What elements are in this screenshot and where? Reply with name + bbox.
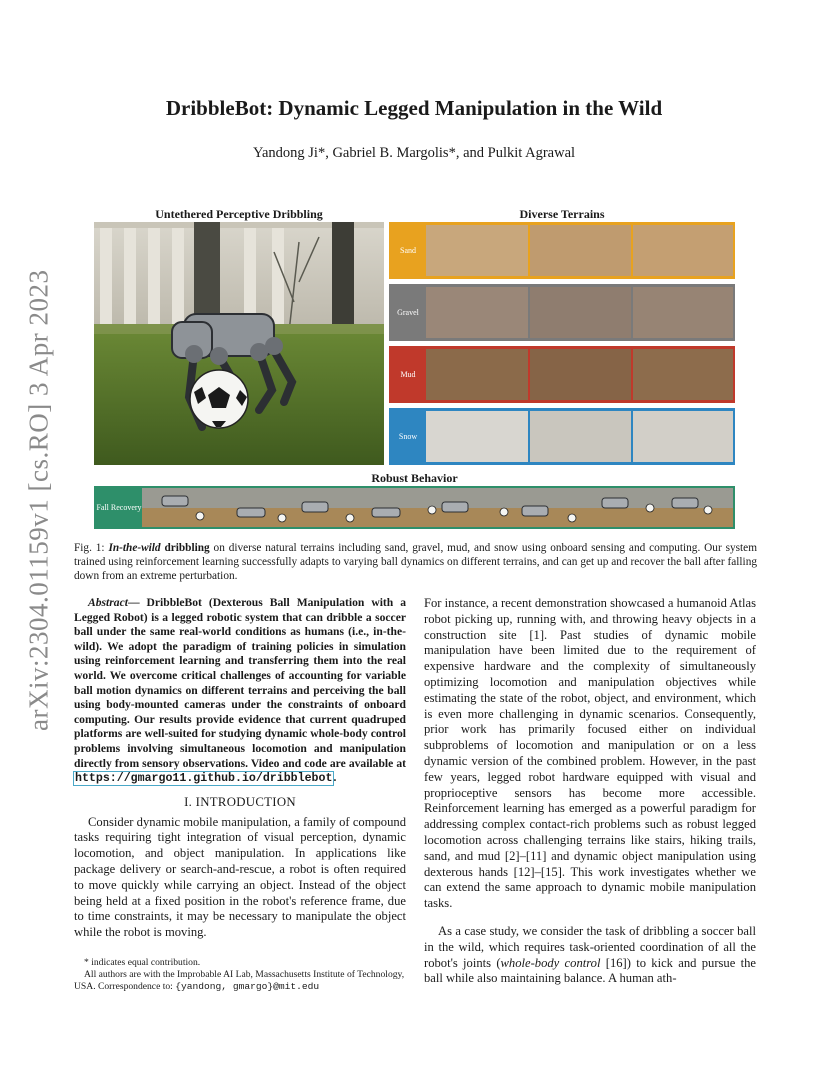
terrain-tag-sand: Sand: [391, 224, 425, 277]
terrain-grid: [389, 222, 735, 465]
left-column: [74, 596, 406, 941]
terrain-photo: [426, 349, 528, 400]
para2-text-a: As a case study, we consider the task of dribbling a soccer ball in the wild, which requires task-oriented coordination of all the robot's joints (: [424, 923, 756, 970]
terrain-photo: [530, 287, 631, 338]
abstract-dash: —: [127, 596, 140, 609]
terrain-row-snow: [389, 408, 735, 465]
terrain-photo: [633, 411, 733, 462]
caption-italic: In-the-wild: [108, 542, 161, 554]
caption-text: on diverse natural terrains including sand, gravel, mud, and snow using onboard sensing and computing. Our system trained using reinforcement learning successfully adapts to varying ball dynamics on different terrains, and can get up and recover the ball after falling down from an extreme perturbation.: [74, 542, 757, 583]
terrain-photo: [633, 287, 733, 338]
fall-recovery-illustration: [142, 488, 733, 527]
terrain-row-gravel: [389, 284, 735, 341]
affiliation-text: All authors are with the Improbable AI Lab, Massachusetts Institute of Technology, USA. Correspondence to:: [74, 969, 405, 993]
intro-paragraph: Consider dynamic mobile manipulation, a family of compound tasks requiring tight integration of visual perception, dynamic locomotion, and object manipulation. In applications like package delivery or search-and-rescue, a robot is often required to move quickly while carrying an object. Instead of the object being held at a fixed position in the robot's reference frame, due to time constraints, it may be necessary to manipulate the object while the robot is moving.: [74, 814, 406, 940]
terrain-row-sand: [389, 222, 735, 279]
fall-recovery-tag: Fall Recovery: [96, 503, 142, 512]
figure-caption: [74, 541, 757, 584]
fall-recovery-strip: [94, 486, 735, 529]
right-paragraph-2: [424, 924, 756, 987]
right-column: [424, 596, 756, 987]
para2-text-b: [16]) to kick and pursue the ball while also maintaining balance. A human ath-: [424, 955, 756, 986]
para2-italic: whole-body control: [500, 955, 601, 970]
terrain-photo: [633, 349, 733, 400]
arxiv-identifier: arXiv:2304.01159v1 [cs.RO] 3 Apr 2023: [23, 269, 54, 731]
paper-title: DribbleBot: Dynamic Legged Manipulation in the Wild: [165, 96, 663, 120]
figure-label-robust: Robust Behavior: [371, 471, 458, 485]
terrain-tag-mud: Mud: [391, 348, 425, 401]
section-heading-introduction: I. INTRODUCTION: [184, 794, 296, 809]
terrain-tag-gravel: Gravel: [391, 286, 425, 339]
caption-bold: dribbling: [160, 542, 210, 554]
dribbling-photo: [94, 222, 384, 465]
correspondence-emails: {yandong, gmargo}@mit.edu: [175, 981, 320, 993]
terrain-photo: [530, 225, 631, 276]
abstract-text: DribbleBot (Dexterous Ball Manipulation with a Legged Robot) is a legged robotic system that can dribble a soccer ball under the same real-world conditions as humans (i.e., in-the-wild). We adopt the paradigm of training policies in simulation using reinforcement learning and transferring them into the real world. We overcome critical challenges of accounting for variable ball motion dynamics on different terrains and perceiving the ball using body-mounted cameras under the constraints of onboard computing. Our results provide evidence that current quadruped platforms are well-suited for studying dynamic whole-body control problems involving simultaneous locomotion and manipulation directly from sensory observations. Video and code are available at: [74, 596, 406, 770]
terrain-photo: [426, 287, 528, 338]
footnote-affiliation: [74, 969, 406, 993]
figure-label-dribbling: Untethered Perceptive Dribbling: [155, 207, 323, 221]
dribbling-photo-illustration: [94, 222, 384, 465]
terrain-photo: [530, 349, 631, 400]
code-link[interactable]: https://gmargo11.github.io/dribblebot: [75, 772, 333, 786]
terrain-row-mud: [389, 346, 735, 403]
abstract-heading: Abstract: [88, 596, 128, 609]
abstract-end: .: [333, 771, 337, 785]
footnotes: [74, 957, 406, 994]
caption-lead: Fig. 1:: [74, 542, 109, 554]
terrain-photo: [426, 411, 528, 462]
terrain-photo: [426, 225, 528, 276]
terrain-photo: [633, 225, 733, 276]
abstract: [74, 596, 406, 787]
terrain-photo: [530, 411, 631, 462]
right-paragraph-1: For instance, a recent demonstration showcased a humanoid Atlas robot picking up, running with, and throwing heavy objects in a construction site [1]. Past studies of dynamic mobile manipulation have been limited due to the requirement of expensive hardware and the complexity of simultaneously optimizing locomotion and manipulation objectives while estimating the state of the robot, object, and environment, which is even more challenging in dynamic scenarios. Consequently, prior work has primarily focused either on individual subproblems of locomotion and manipulation or on a less dynamic version of the combined problem. However, in the past few years, legged robot hardware equipped with visual and proprioceptive sensors has become more accessible. Reinforcement learning has emerged as a powerful paradigm for addressing complex contact-rich problems such as robust legged locomotion across challenging terrains like stairs, hiking trails, sand, and mud [2]–[11] and dynamic object manipulation using dexterous hands [12]–[15]. This work investigates whether we can extend the same approach to dynamic mobile manipulation tasks.: [424, 596, 756, 911]
terrain-tag-snow: Snow: [391, 410, 425, 463]
footnote-equal-contribution: * indicates equal contribution.: [84, 957, 201, 968]
figure-label-terrains: Diverse Terrains: [519, 207, 605, 221]
fall-recovery-frames: [142, 488, 733, 527]
paper-authors: Yandong Ji*, Gabriel B. Margolis*, and Pulkit Agrawal: [252, 145, 576, 161]
